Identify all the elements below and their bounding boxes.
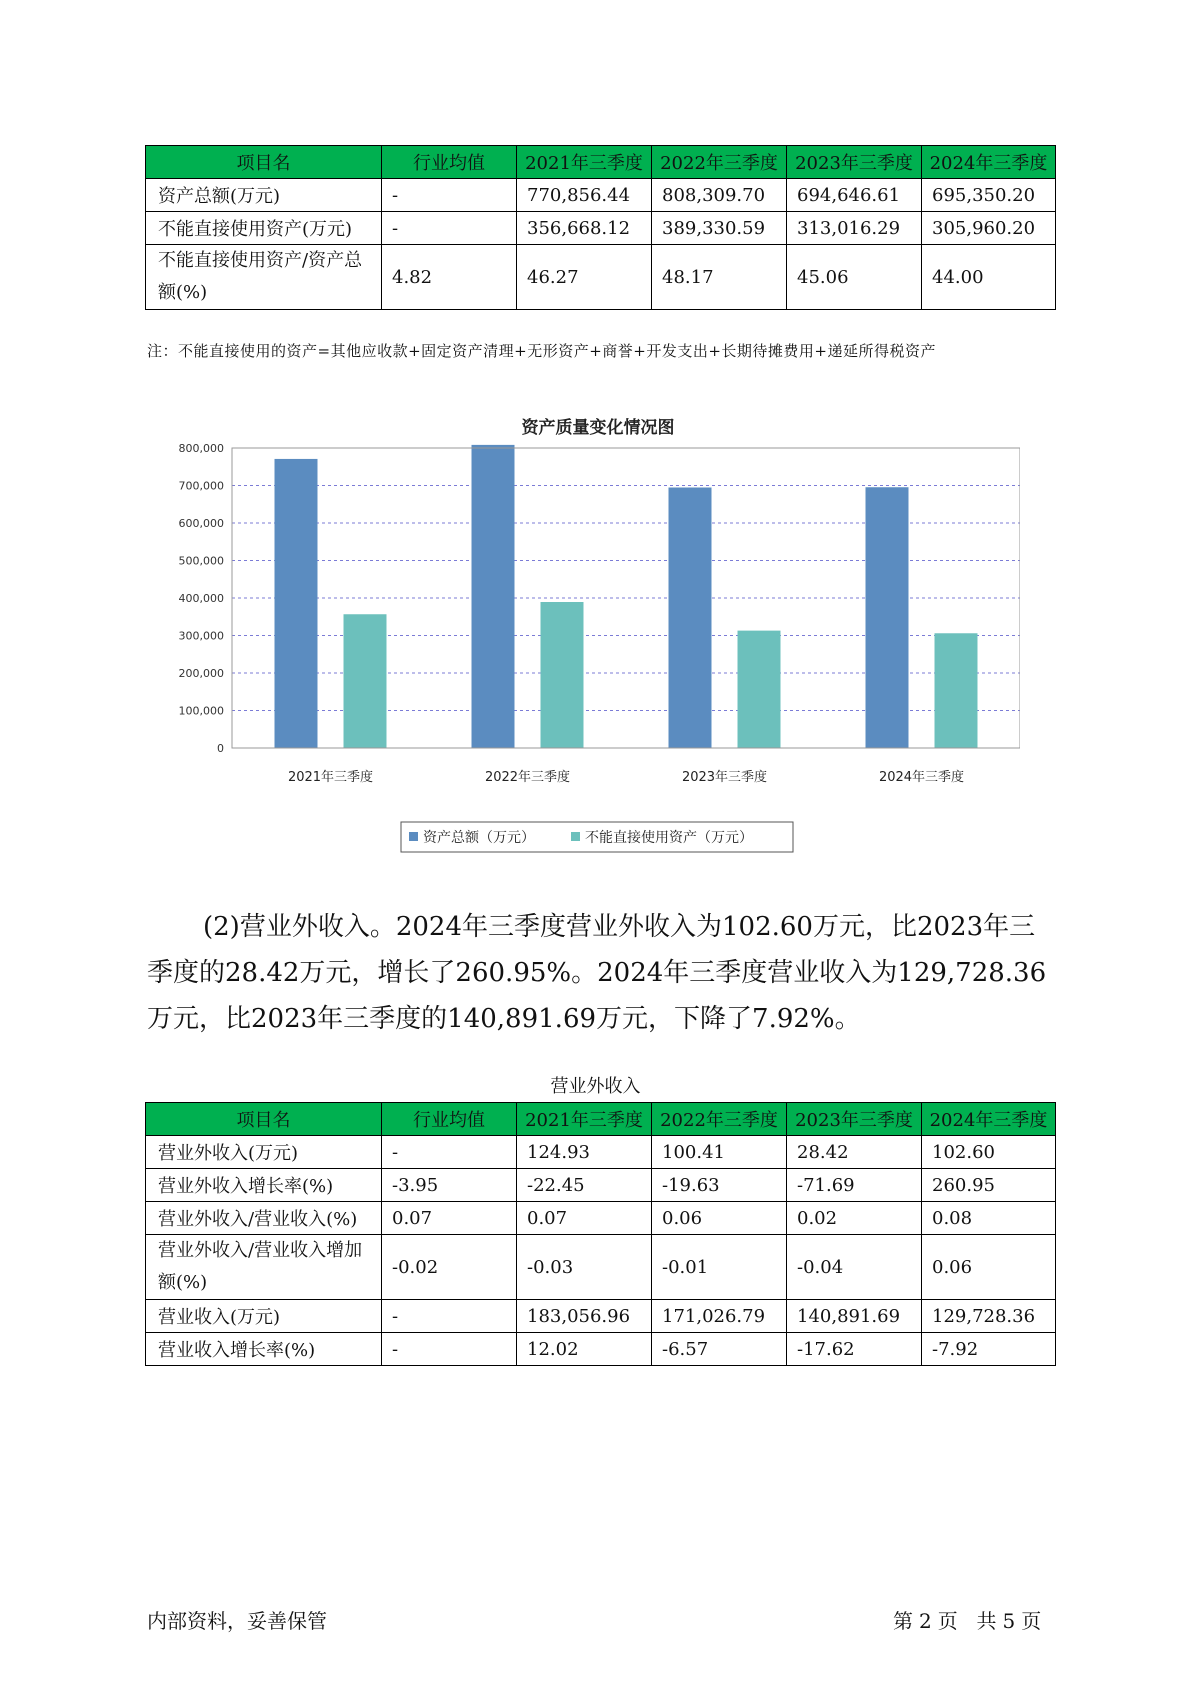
y-tick-label: 200,000 [178,667,224,680]
table-cell: 28.42 [787,1136,922,1169]
chart-legend [401,822,793,852]
table-cell: 45.06 [787,245,922,310]
table-cell: 0.02 [787,1202,922,1235]
footer-confidential-note: 内部资料，妥善保管 [147,1609,327,1633]
table-cell: - [382,1136,517,1169]
table-cell: 129,728.36 [922,1300,1056,1333]
row-label: 资产总额(万元) [146,179,382,212]
table-cell: - [382,179,517,212]
table-cell: -0.04 [787,1235,922,1300]
total-prefix: 共 [976,1609,997,1633]
table-cell: 46.27 [517,245,652,310]
paragraph-text: (2)营业外收入。2024年三季度营业外收入为102.60万元，比2023年三季度的28.42万元，增长了260.95%。2024年三季度营业收入为129,728.36万元，比2023年三季度的140,891.69万元，下降了7.92%。 [147,912,1047,1034]
table-cell: 183,056.96 [517,1300,652,1333]
table-cell: -22.45 [517,1169,652,1202]
table-cell: 140,891.69 [787,1300,922,1333]
table-cell: - [382,212,517,245]
bar-unusable-assets [935,633,978,748]
bar-total-assets [669,488,712,748]
table-cell: 0.06 [922,1235,1056,1300]
legend-label: 资产总额（万元） [423,830,535,846]
table-cell: 260.95 [922,1169,1056,1202]
table-cell: 124.93 [517,1136,652,1169]
table-cell: 48.17 [652,245,787,310]
table-row [146,245,1056,310]
table-cell: 12.02 [517,1333,652,1366]
x-tick-label: 2021年三季度 [287,770,374,785]
y-tick-label: 400,000 [178,592,224,605]
y-axis-ticks [179,442,225,755]
row-label: 营业外收入/营业收入增加额(%) [146,1235,382,1300]
page-number: 2 [919,1609,932,1633]
table-cell: 389,330.59 [652,212,787,245]
total-pages: 5 [1002,1609,1016,1633]
header-cell: 2022年三季度 [652,1103,787,1136]
table-cell: 694,646.61 [787,179,922,212]
legend-swatch [571,832,580,841]
table-cell: -3.95 [382,1169,517,1202]
table-cell: - [382,1333,517,1366]
table-row [146,1300,1056,1333]
table-row [146,1169,1056,1202]
y-tick-label: 0 [217,742,224,755]
page-unit: 页 [937,1609,958,1633]
y-tick-label: 600,000 [178,517,224,530]
table-cell: 313,016.29 [787,212,922,245]
header-cell: 2022年三季度 [652,146,787,179]
table-cell: 0.06 [652,1202,787,1235]
table-cell: -7.92 [922,1333,1056,1366]
bar-unusable-assets [344,614,387,748]
footer-page-indicator [890,1605,1044,1634]
table-caption: 营业外收入 [550,1076,641,1097]
table-cell: -0.01 [652,1235,787,1300]
row-label: 不能直接使用资产/资产总额(%) [146,245,382,310]
header-cell: 行业均值 [382,146,517,179]
table-cell: 171,026.79 [652,1300,787,1333]
x-tick-label: 2023年三季度 [681,770,768,785]
row-label: 营业外收入(万元) [146,1136,382,1169]
x-tick-label: 2024年三季度 [878,770,965,785]
table-header-row [146,1103,1056,1136]
table-cell: -17.62 [787,1333,922,1366]
non-operating-income-table [145,1102,1056,1366]
table-cell: -0.03 [517,1235,652,1300]
y-tick-label: 300,000 [178,629,224,643]
asset-quality-table [145,145,1056,310]
table-cell: -6.57 [652,1333,787,1366]
row-label: 营业外收入增长率(%) [146,1169,382,1202]
header-cell: 项目名 [146,146,382,179]
table-row [146,1333,1056,1366]
x-tick-label: 2022年三季度 [484,770,571,785]
bar-total-assets [866,487,909,748]
header-cell: 2021年三季度 [517,146,652,179]
table-row [146,1202,1056,1235]
table-cell: -19.63 [652,1169,787,1202]
chart-title: 资产质量变化情况图 [521,418,675,438]
row-label: 不能直接使用资产(万元) [146,212,382,245]
total-unit: 页 [1021,1609,1042,1633]
table-row [146,212,1056,245]
chart-bars [275,445,978,748]
header-cell: 2021年三季度 [517,1103,652,1136]
table-note: 注：不能直接使用的资产=其他应收款+固定资产清理+无形资产+商誉+开发支出+长期待摊费用+递延所得税资产 [147,342,936,360]
table-cell: 305,960.20 [922,212,1056,245]
header-cell: 项目名 [146,1103,382,1136]
body-paragraph [147,904,1059,1042]
table-row [146,179,1056,212]
table-cell: 356,668.12 [517,212,652,245]
header-cell: 2023年三季度 [787,1103,922,1136]
table-cell: 770,856.44 [517,179,652,212]
table-cell: 0.07 [517,1202,652,1235]
y-tick-label: 800,000 [178,442,224,455]
bar-unusable-assets [541,602,584,748]
table-cell: 0.08 [922,1202,1056,1235]
header-cell: 2023年三季度 [787,146,922,179]
asset-quality-chart [150,410,1020,870]
table-cell: - [382,1300,517,1333]
bar-total-assets [275,459,318,748]
table-cell: 808,309.70 [652,179,787,212]
bar-unusable-assets [738,631,781,748]
row-label: 营业收入增长率(%) [146,1333,382,1366]
row-label: 营业外收入/营业收入(%) [146,1202,382,1235]
legend-swatch [409,832,418,841]
table-header-row [146,146,1056,179]
legend-label: 不能直接使用资产（万元） [585,830,753,846]
table-cell: 44.00 [922,245,1056,310]
header-cell: 2024年三季度 [922,1103,1056,1136]
y-tick-label: 700,000 [178,479,224,493]
page-prefix: 第 [893,1609,913,1633]
header-cell: 2024年三季度 [922,146,1056,179]
table-cell: 102.60 [922,1136,1056,1169]
bar-total-assets [472,445,515,748]
table-cell: 100.41 [652,1136,787,1169]
row-label: 营业收入(万元) [146,1300,382,1333]
y-tick-label: 100,000 [178,704,224,718]
table-cell: 0.07 [382,1202,517,1235]
table-cell: -71.69 [787,1169,922,1202]
table-row [146,1235,1056,1300]
table-cell: 695,350.20 [922,179,1056,212]
y-tick-label: 500,000 [178,554,224,568]
x-axis-ticks [288,769,964,785]
table-cell: -0.02 [382,1235,517,1300]
table-cell: 4.82 [382,245,517,310]
header-cell: 行业均值 [382,1103,517,1136]
table-row [146,1136,1056,1169]
